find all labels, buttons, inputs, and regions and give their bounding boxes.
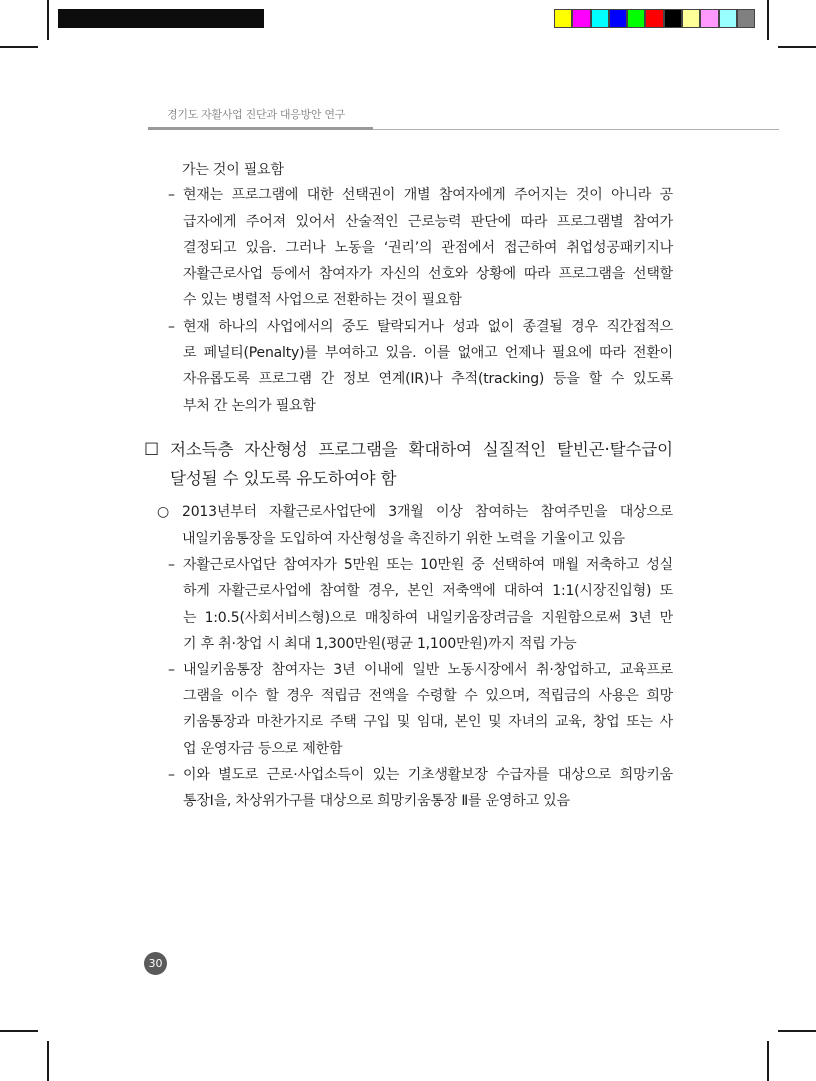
paragraph-line: 현재는 프로그램에 대한 선택권이 개별 참여자에게 주어지는 것이 아니라 공: [183, 187, 673, 203]
header-rule-thick: [148, 127, 373, 130]
header-rule-thin: [373, 129, 779, 130]
color-swatch: [700, 9, 718, 28]
paragraph-line: 수 있는 병렬적 사업으로 전환하는 것이 필요함: [183, 292, 462, 308]
dash-marker: –: [168, 557, 175, 573]
color-swatch: [627, 9, 645, 28]
paragraph-line: 통장Ⅰ을, 차상위가구를 대상으로 희망키움통장 Ⅱ를 운영하고 있음: [183, 793, 570, 809]
color-swatch: [645, 9, 663, 28]
heading-line: 저소득층 자산형성 프로그램을 확대하여 실질적인 탈빈곤·탈수급이: [170, 440, 673, 459]
paragraph-line: 키움통장과 마찬가지로 주택 구입 및 임대, 본인 및 자녀의 교육, 창업 또는 사: [183, 714, 673, 730]
paragraph-line: 현재 하나의 사업에서의 중도 탈락되거나 성과 없이 종결될 경우 직간접적으: [183, 319, 673, 335]
crop-mark-bottom-right-horizontal: [778, 1030, 816, 1032]
paragraph-line: 는 1:0.5(사회서비스형)으로 매칭하여 내일키움장려금을 지원함으로써 3년 만: [183, 610, 673, 626]
paragraph-line: 2013년부터 자활근로사업단에 3개월 이상 참여하는 참여주민을 대상으로: [182, 504, 673, 520]
dash-marker: –: [168, 187, 175, 203]
continuation-line: 가는 것이 필요함: [182, 162, 284, 178]
color-swatch: [591, 9, 609, 28]
color-swatch: [609, 9, 627, 28]
dash-marker: –: [168, 319, 175, 335]
paragraph-line: 업 운영자금 등으로 제한함: [183, 741, 343, 757]
color-swatch: [737, 9, 755, 28]
crop-mark-bottom-left-vertical: [47, 1041, 49, 1081]
crop-mark-top-left-vertical: [47, 0, 49, 40]
paragraph-line: 그램을 이수 할 경우 적립금 전액을 수령할 수 있으며, 적립금의 사용은 희망: [183, 688, 673, 704]
running-header-title: 경기도 자활사업 진단과 대응방안 연구: [167, 108, 346, 121]
paragraph-line: 로 페널티(Penalty)를 부여하고 있음. 이를 없애고 언제나 필요에 따라 전환이: [183, 345, 673, 361]
color-swatch: [664, 9, 682, 28]
crop-mark-top-left-horizontal: [0, 46, 38, 48]
dash-marker: –: [168, 662, 175, 678]
paragraph-line: 자활근로사업 등에서 참여자가 자신의 선호와 상황에 따라 프로그램을 선택할: [183, 266, 673, 282]
paragraph-line: 내일키움통장 참여자는 3년 이내에 일반 노동시장에서 취·창업하고, 교육프로: [183, 662, 673, 678]
paragraph-line: 자활근로사업단 참여자가 5만원 또는 10만원 중 선택하여 매월 저축하고 성실: [183, 557, 673, 573]
paragraph-line: 급자에게 주어져 있어서 산술적인 근로능력 판단에 따라 프로그램별 참여가: [183, 214, 673, 230]
color-swatch: [719, 9, 737, 28]
checkbox-square-marker: ☐: [144, 440, 160, 460]
color-swatch: [554, 9, 572, 28]
crop-mark-top-right-horizontal: [778, 46, 816, 48]
page-number-badge: 30: [144, 952, 167, 975]
paragraph-line: 내일키움통장을 도입하여 자산형성을 촉진하기 위한 노력을 기울이고 있음: [182, 531, 625, 547]
color-swatch: [682, 9, 700, 28]
paragraph-line: 결정되고 있음. 그러나 노동을 ‘권리’의 관점에서 접근하여 취업성공패키지나: [183, 240, 673, 256]
color-swatch: [572, 9, 590, 28]
heading-line: 달성될 수 있도록 유도하여야 함: [170, 469, 397, 488]
crop-mark-bottom-right-vertical: [767, 1041, 769, 1081]
crop-mark-top-right-vertical: [767, 0, 769, 40]
crop-mark-bottom-left-horizontal: [0, 1030, 38, 1032]
paragraph-line: 이와 별도로 근로·사업소득이 있는 기초생활보장 수급자를 대상으로 희망키움: [183, 767, 673, 783]
circle-marker: ○: [157, 504, 170, 520]
registration-black-bar: [58, 9, 264, 28]
paragraph-line: 하게 자활근로사업에 참여할 경우, 본인 저축액에 대하여 1:1(시장진입형) 또: [183, 583, 673, 599]
paragraph-line: 자유롭도록 프로그램 간 정보 연계(IR)나 추적(tracking) 등을 할 수 있도록: [183, 371, 673, 387]
color-calibration-bar: [554, 9, 755, 28]
paragraph-line: 기 후 취·창업 시 최대 1,300만원(평균 1,100만원)까지 적립 가능: [183, 636, 577, 652]
dash-marker: –: [168, 767, 175, 783]
paragraph-line: 부처 간 논의가 필요함: [183, 398, 316, 414]
